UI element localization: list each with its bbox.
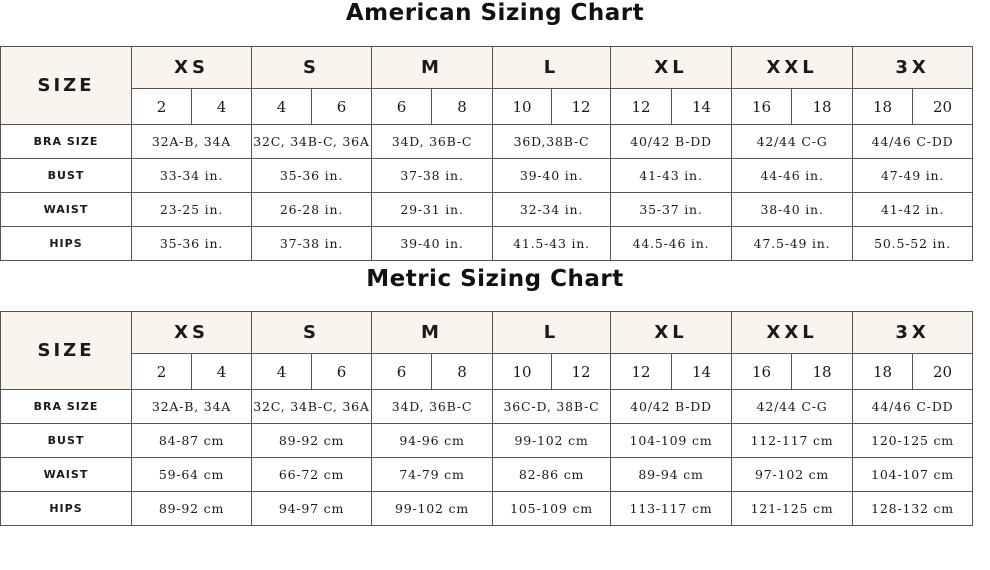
- measure-row-waist: [1, 458, 973, 492]
- size-number: 4: [192, 89, 252, 125]
- measure-cell: 94-97 cm: [252, 492, 372, 526]
- measure-cell: 32A-B, 34A: [132, 390, 252, 424]
- row-label: HIPS: [1, 227, 132, 261]
- measure-cell: 32C, 34B-C, 36A: [252, 390, 372, 424]
- size-number: 2: [132, 354, 192, 390]
- size-group-xxl: XXL: [732, 47, 853, 89]
- size-group-m: M: [372, 47, 493, 89]
- measure-cell: 82-86 cm: [493, 458, 611, 492]
- measure-cell: 36C-D, 38B-C: [493, 390, 611, 424]
- size-number-row: [1, 89, 973, 125]
- measure-row-hips: [1, 492, 973, 526]
- measure-cell: 34D, 36B-C: [372, 125, 493, 159]
- measure-cell: 74-79 cm: [372, 458, 493, 492]
- measure-cell: 89-94 cm: [611, 458, 732, 492]
- measure-cell: 41.5-43 in.: [493, 227, 611, 261]
- american-chart-title: American Sizing Chart: [345, 0, 645, 26]
- measure-cell: 38-40 in.: [732, 193, 853, 227]
- size-header: SIZE: [1, 47, 132, 125]
- size-number: 10: [493, 89, 552, 125]
- measure-row-bra-size: [1, 125, 973, 159]
- measure-cell: 29-31 in.: [372, 193, 493, 227]
- size-group-row: [1, 47, 973, 89]
- measure-cell: 128-132 cm: [853, 492, 973, 526]
- measure-cell: 35-37 in.: [611, 193, 732, 227]
- measure-cell: 121-125 cm: [732, 492, 853, 526]
- measure-cell: 44-46 in.: [732, 159, 853, 193]
- size-number-row: [1, 354, 973, 390]
- size-group-3x: 3X: [853, 47, 973, 89]
- size-number: 8: [432, 89, 493, 125]
- size-number: 16: [732, 89, 792, 125]
- measure-cell: 47.5-49 in.: [732, 227, 853, 261]
- measure-row-bust: [1, 424, 973, 458]
- size-number: 12: [552, 89, 611, 125]
- row-label: BRA SIZE: [1, 125, 132, 159]
- size-number: 18: [792, 89, 853, 125]
- size-number: 6: [312, 89, 372, 125]
- measure-cell: 47-49 in.: [853, 159, 973, 193]
- size-group-row: [1, 312, 973, 354]
- metric-sizing-table: [0, 311, 973, 526]
- measure-cell: 36D,38B-C: [493, 125, 611, 159]
- size-number: 12: [552, 354, 611, 390]
- measure-cell: 89-92 cm: [132, 492, 252, 526]
- measure-cell: 23-25 in.: [132, 193, 252, 227]
- measure-cell: 112-117 cm: [732, 424, 853, 458]
- measure-cell: 97-102 cm: [732, 458, 853, 492]
- size-number: 14: [672, 354, 732, 390]
- measure-cell: 39-40 in.: [493, 159, 611, 193]
- measure-cell: 39-40 in.: [372, 227, 493, 261]
- size-group-l: L: [493, 47, 611, 89]
- measure-cell: 94-96 cm: [372, 424, 493, 458]
- size-number: 6: [312, 354, 372, 390]
- size-number: 18: [792, 354, 853, 390]
- size-number: 16: [732, 354, 792, 390]
- measure-cell: 104-109 cm: [611, 424, 732, 458]
- measure-cell: 34D, 36B-C: [372, 390, 493, 424]
- size-number: 10: [493, 354, 552, 390]
- row-label: BRA SIZE: [1, 390, 132, 424]
- measure-cell: 104-107 cm: [853, 458, 973, 492]
- size-number: 4: [252, 354, 312, 390]
- measure-row-waist: [1, 193, 973, 227]
- measure-cell: 113-117 cm: [611, 492, 732, 526]
- size-number: 6: [372, 89, 432, 125]
- size-group-3x: 3X: [853, 312, 973, 354]
- measure-cell: 32C, 34B-C, 36A: [252, 125, 372, 159]
- measure-cell: 84-87 cm: [132, 424, 252, 458]
- measure-cell: 44/46 C-DD: [853, 125, 973, 159]
- measure-cell: 50.5-52 in.: [853, 227, 973, 261]
- size-number: 6: [372, 354, 432, 390]
- size-group-s: S: [252, 312, 372, 354]
- measure-cell: 105-109 cm: [493, 492, 611, 526]
- size-number: 20: [913, 89, 973, 125]
- size-number: 12: [611, 89, 672, 125]
- measure-cell: 37-38 in.: [252, 227, 372, 261]
- measure-cell: 32A-B, 34A: [132, 125, 252, 159]
- size-header: SIZE: [1, 312, 132, 390]
- size-group-xl: XL: [611, 47, 732, 89]
- size-number: 18: [853, 354, 913, 390]
- american-sizing-table: [0, 46, 973, 261]
- measure-cell: 89-92 cm: [252, 424, 372, 458]
- measure-cell: 33-34 in.: [132, 159, 252, 193]
- size-group-xs: XS: [132, 47, 252, 89]
- size-number: 18: [853, 89, 913, 125]
- row-label: HIPS: [1, 492, 132, 526]
- size-number: 4: [252, 89, 312, 125]
- measure-cell: 26-28 in.: [252, 193, 372, 227]
- measure-cell: 40/42 B-DD: [611, 125, 732, 159]
- size-group-l: L: [493, 312, 611, 354]
- size-number: 20: [913, 354, 973, 390]
- size-group-xs: XS: [132, 312, 252, 354]
- measure-cell: 120-125 cm: [853, 424, 973, 458]
- measure-row-bust: [1, 159, 973, 193]
- size-group-s: S: [252, 47, 372, 89]
- measure-cell: 32-34 in.: [493, 193, 611, 227]
- measure-cell: 42/44 C-G: [732, 125, 853, 159]
- row-label: WAIST: [1, 458, 132, 492]
- measure-cell: 42/44 C-G: [732, 390, 853, 424]
- measure-cell: 59-64 cm: [132, 458, 252, 492]
- row-label: WAIST: [1, 193, 132, 227]
- row-label: BUST: [1, 424, 132, 458]
- measure-row-bra-size: [1, 390, 973, 424]
- measure-row-hips: [1, 227, 973, 261]
- measure-cell: 40/42 B-DD: [611, 390, 732, 424]
- size-group-xl: XL: [611, 312, 732, 354]
- measure-cell: 99-102 cm: [372, 492, 493, 526]
- measure-cell: 41-42 in.: [853, 193, 973, 227]
- measure-cell: 35-36 in.: [132, 227, 252, 261]
- measure-cell: 44/46 C-DD: [853, 390, 973, 424]
- size-number: 8: [432, 354, 493, 390]
- measure-cell: 66-72 cm: [252, 458, 372, 492]
- size-group-xxl: XXL: [732, 312, 853, 354]
- size-number: 14: [672, 89, 732, 125]
- measure-cell: 44.5-46 in.: [611, 227, 732, 261]
- size-group-m: M: [372, 312, 493, 354]
- measure-cell: 35-36 in.: [252, 159, 372, 193]
- measure-cell: 37-38 in.: [372, 159, 493, 193]
- size-number: 4: [192, 354, 252, 390]
- measure-cell: 99-102 cm: [493, 424, 611, 458]
- metric-chart-title: Metric Sizing Chart: [366, 266, 624, 292]
- size-number: 12: [611, 354, 672, 390]
- row-label: BUST: [1, 159, 132, 193]
- size-number: 2: [132, 89, 192, 125]
- measure-cell: 41-43 in.: [611, 159, 732, 193]
